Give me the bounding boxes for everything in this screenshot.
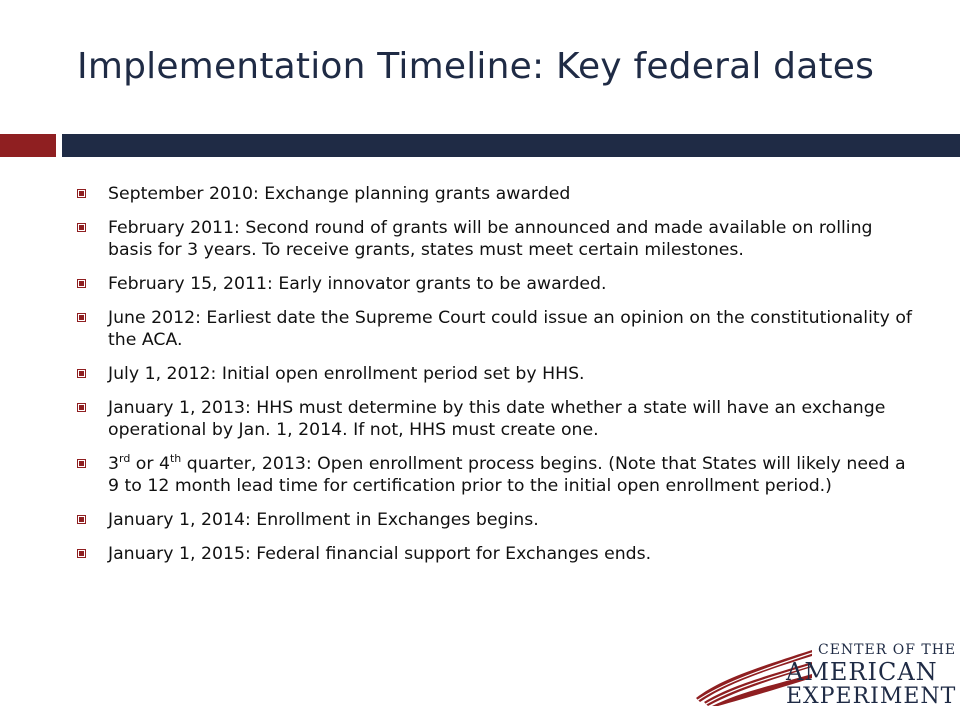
title-rule-red — [0, 134, 56, 157]
square-bullet-icon — [77, 515, 86, 524]
bullet-item — [77, 397, 917, 441]
bullet-item — [77, 183, 917, 205]
bullet-item — [77, 453, 917, 497]
square-bullet-icon — [77, 223, 86, 232]
bullet-text: January 1, 2015: Federal financial support for Exchanges ends. — [108, 544, 652, 564]
title-rule-navy — [62, 134, 960, 157]
bullet-quarter-3: 3 — [108, 454, 119, 474]
bullet-item — [77, 543, 917, 565]
logo-text-line3: EXPERIMENT — [786, 684, 957, 709]
square-bullet-icon — [77, 549, 86, 558]
bullet-item — [77, 509, 917, 531]
bullet-text: January 1, 2014: Enrollment in Exchanges begins. — [108, 510, 539, 530]
center-of-american-experiment-logo — [690, 640, 957, 709]
slide-title: Implementation Timeline: Key federal dates — [77, 46, 875, 87]
square-bullet-icon — [77, 403, 86, 412]
bullet-item — [77, 307, 917, 351]
square-bullet-icon — [77, 313, 86, 322]
bullet-text: January 1, 2013: HHS must determine by this date whether a state will have an exchange operational by Jan. 1, 2014. If not, HHS must create one. — [108, 398, 886, 440]
bullet-item — [77, 273, 917, 295]
logo-text-line1: CENTER OF THE — [818, 642, 957, 658]
bullet-text: February 2011: Second round of grants will be announced and made available on rolling basis for 3 years. To receive grants, states must meet certain milestones. — [108, 218, 873, 260]
bullet-text: quarter, 2013: Open enrollment process begins. (Note that States will likely need a 9 to 12 month lead time for certification prior to the initial open enrollment period.) — [108, 454, 906, 496]
ordinal-suffix-th: th — [169, 452, 182, 466]
bullet-list — [77, 183, 917, 577]
bullet-text: February 15, 2011: Early innovator grants to be awarded. — [108, 274, 607, 294]
logo-text-line2: AMERICAN — [786, 658, 938, 686]
bullet-quarter-4: or 4 — [130, 454, 170, 474]
square-bullet-icon — [77, 189, 86, 198]
bullet-item — [77, 217, 917, 261]
square-bullet-icon — [77, 459, 86, 468]
ordinal-suffix-rd: rd — [119, 452, 131, 466]
bullet-text: September 2010: Exchange planning grants awarded — [108, 184, 571, 204]
bullet-text: June 2012: Earliest date the Supreme Court could issue an opinion on the constitutionality of the ACA. — [108, 308, 913, 350]
square-bullet-icon — [77, 279, 86, 288]
square-bullet-icon — [77, 369, 86, 378]
bullet-item — [77, 363, 917, 385]
bullet-text: July 1, 2012: Initial open enrollment period set by HHS. — [108, 364, 585, 384]
